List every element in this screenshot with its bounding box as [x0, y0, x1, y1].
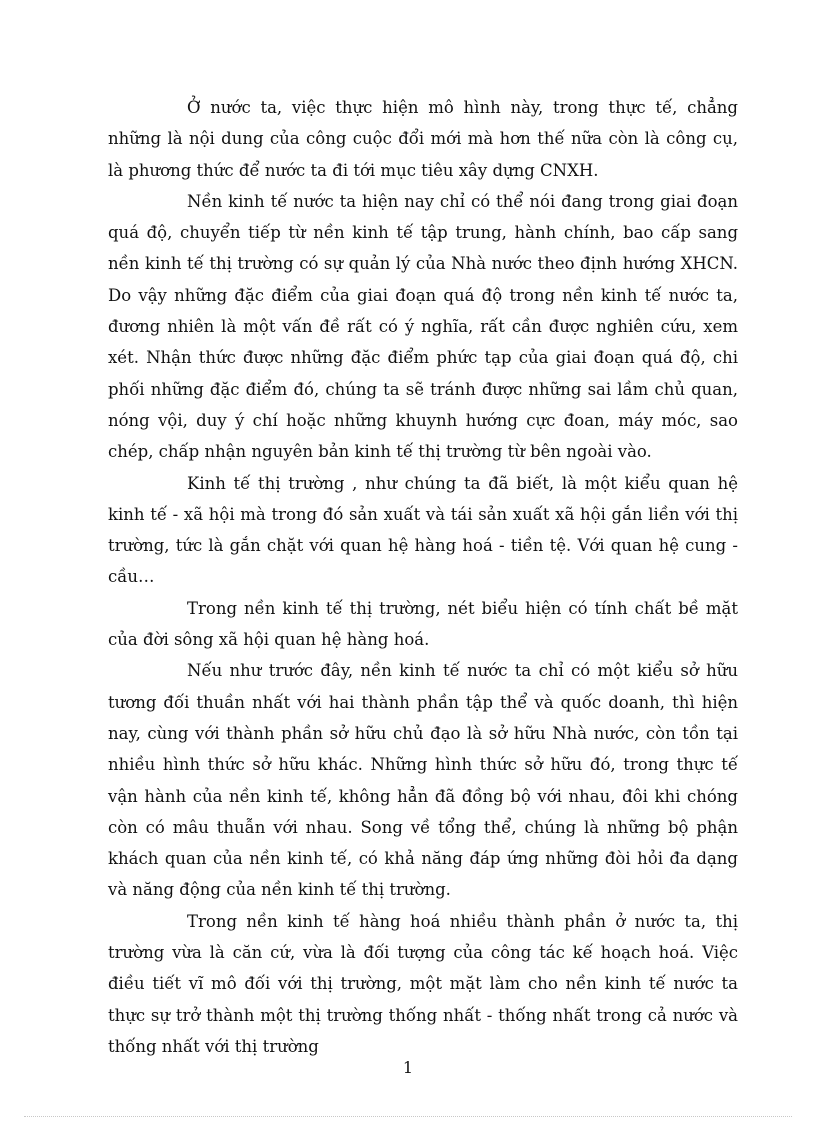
page-bottom-divider: [24, 1116, 792, 1117]
paragraph: Ở nước ta, việc thực hiện mô hình này, trong thực tế, chẳng những là nội dung của công cuộc đổi mới mà hơn thế nữa còn là công cụ, là phương thức để nước ta đi tới mục tiêu xây dựng CNXH.: [108, 98, 738, 180]
paragraph: Trong nền kinh tế thị trường, nét biểu hiện có tính chất bề mặt của đời sông xã hội quan hệ hàng hoá.: [108, 598, 738, 650]
page-number: 1: [402, 1058, 414, 1077]
paragraph: Nền kinh tế nước ta hiện nay chỉ có thể nói đang trong giai đoạn quá độ, chuyển tiếp từ nền kinh tế tập trung, hành chính, bao cấp sang nền kinh tế thị trường có sự quản lý của Nhà nước theo định hướng XHCN. Do vậy những đặc điểm của giai đoạn quá độ trong nền kinh tế nước ta, đương nhiên là một vấn đề rất có ý nghĩa, rất cần được nghiên cứu, xem xét. Nhận thức được những đặc điểm phức tạp của giai đoạn quá độ, chi phối những đặc điểm đó, chúng ta sẽ tránh được những sai lầm chủ quan, nóng vội, duy ý chí hoặc những khuynh hướng cực đoan, máy móc, sao chép, chấp nhận nguyên bản kinh tế thị trường từ bên ngoài vào.: [108, 191, 738, 462]
paragraph: Kinh tế thị trường , như chúng ta đã biết, là một kiểu quan hệ kinh tế - xã hội mà trong đó sản xuất và tái sản xuất xã hội gắn liền với thị trường, tức là gắn chặt với quan hệ hàng hoá - tiền tệ. Với quan hệ cung - cầu…: [108, 473, 738, 587]
body-text: [108, 92, 738, 1062]
paragraph: Nếu như trước đây, nền kinh tế nước ta chỉ có một kiểu sở hữu tương đối thuần nhất với hai thành phần tập thể và quốc doanh, thì hiện nay, cùng với thành phần sở hữu chủ đạo là sở hữu Nhà nước, còn tồn tại nhiều hình thức sở hữu khác. Những hình thức sở hữu đó, trong thực tế vận hành của nền kinh tế, không hẳn đã đồng bộ với nhau, đôi khi chóng còn có mâu thuẫn với nhau. Song về tổng thể, chúng là những bộ phận khách quan của nền kinh tế, có khả năng đáp ứng những đòi hỏi đa dạng và năng động của nền kinh tế thị trường.: [108, 661, 738, 900]
paragraph: Trong nền kinh tế hàng hoá nhiều thành phần ở nước ta, thị trường vừa là căn cứ, vừa là đối tượng của công tác kế hoạch hoá. Việc điều tiết vĩ mô đối với thị trường, một mặt làm cho nền kinh tế nước ta thực sự trở thành một thị trường thống nhất - thống nhất trong cả nước và thống nhất với thị trường: [108, 911, 738, 1056]
